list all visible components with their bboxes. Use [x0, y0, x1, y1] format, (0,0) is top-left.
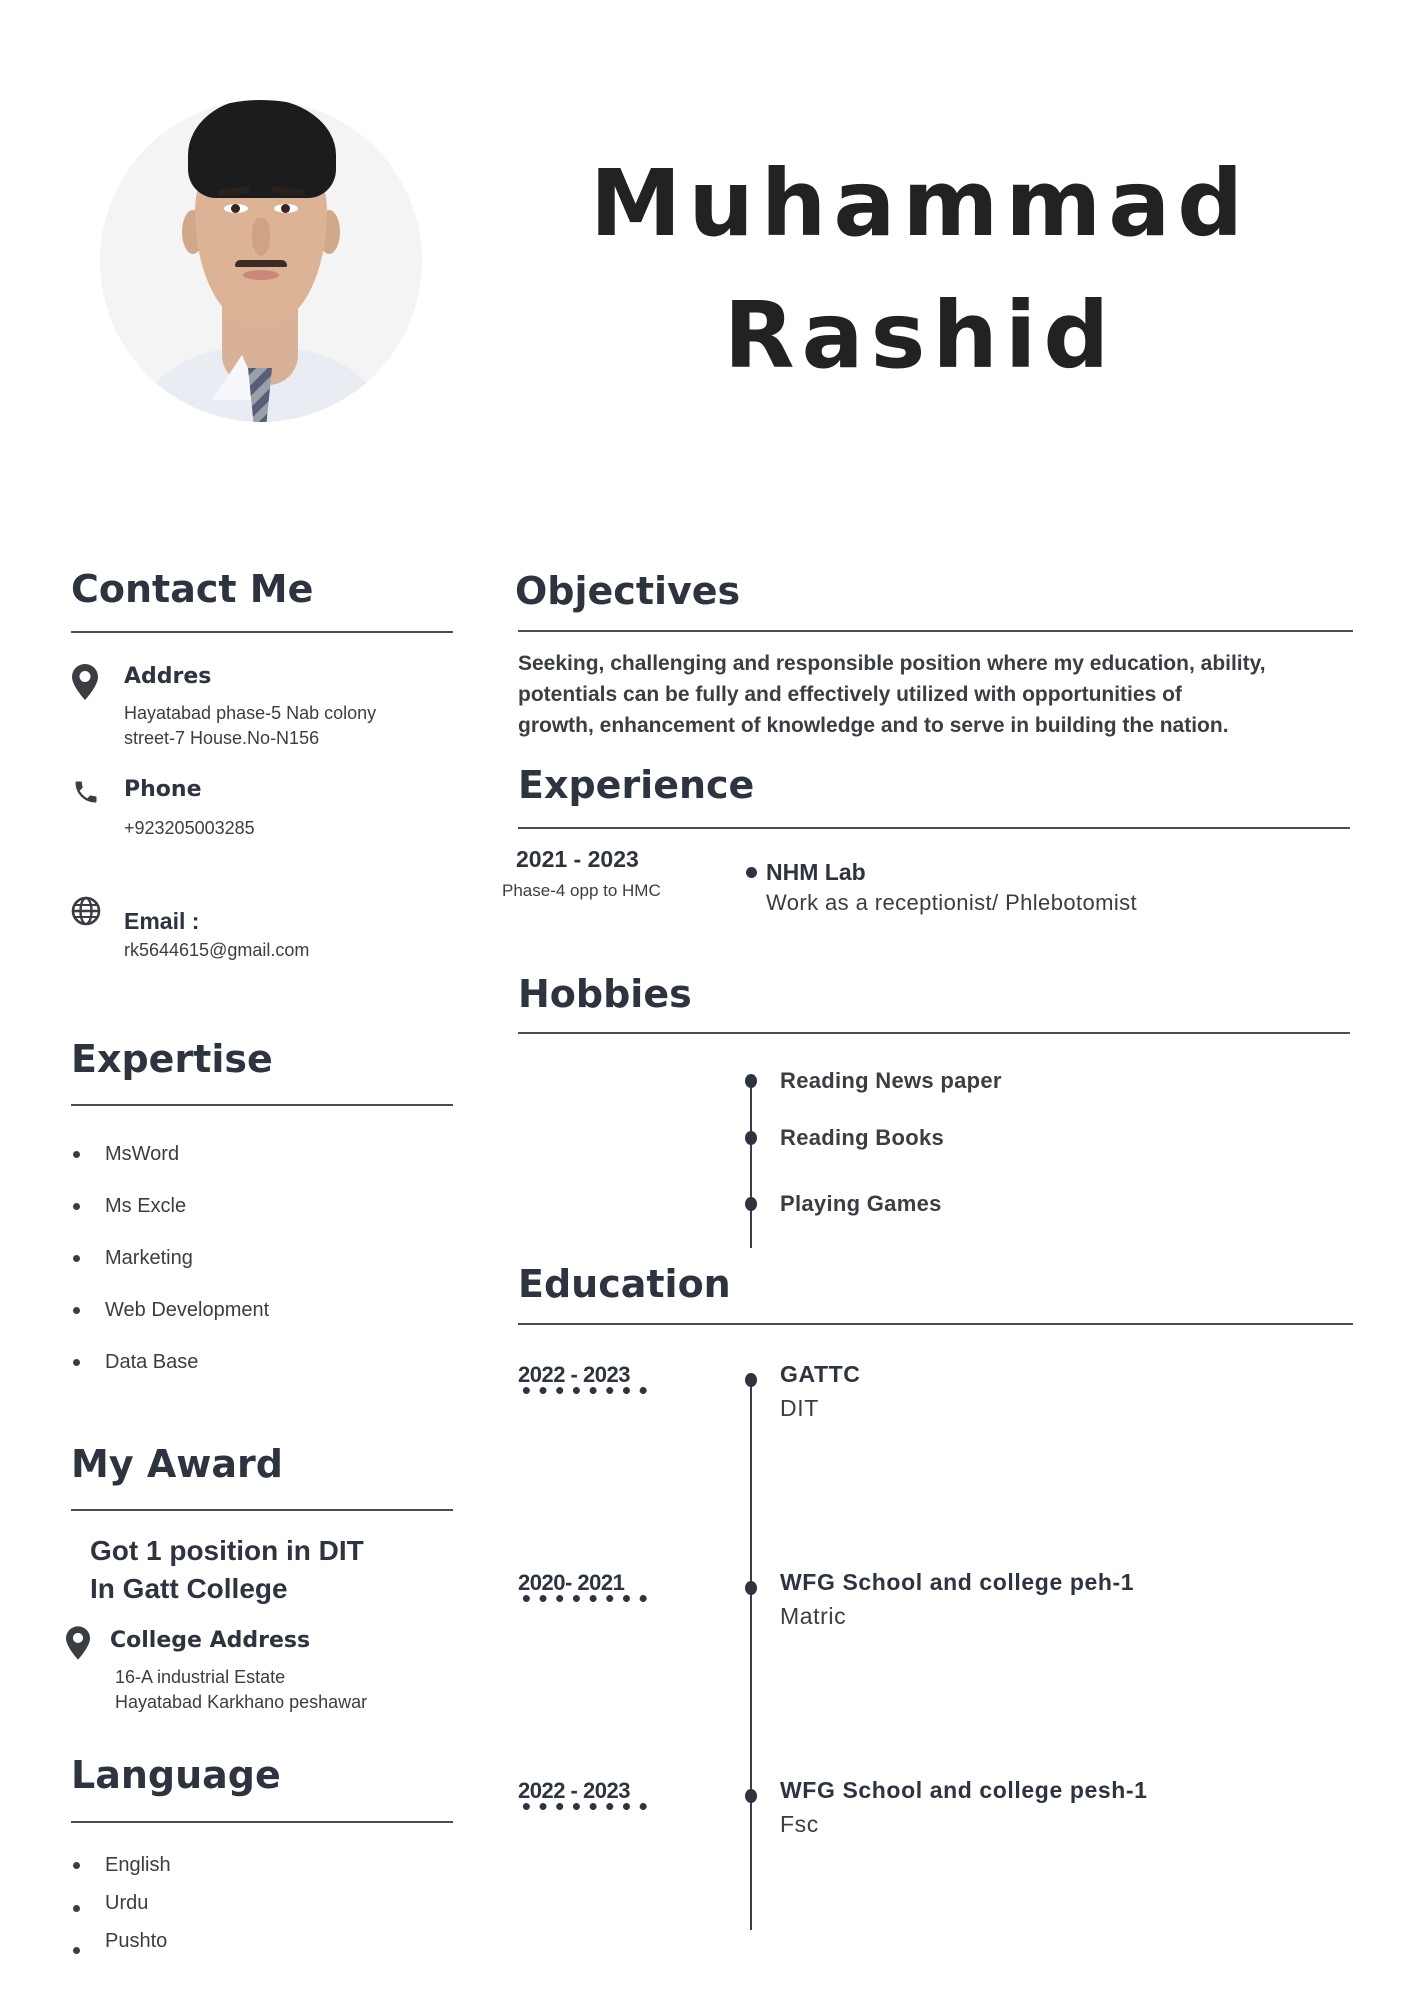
bullet-icon — [73, 1905, 80, 1912]
objectives-divider — [518, 630, 1353, 632]
objectives-line-3: growth, enhancement of knowledge and to serve in building the nation. — [518, 714, 1229, 737]
experience-heading: Experience — [518, 763, 755, 807]
education-degree: DIT — [780, 1395, 819, 1421]
bullet-icon — [73, 1255, 80, 1262]
experience-years: 2021 - 2023 — [516, 846, 639, 872]
bullet-icon — [73, 1203, 80, 1210]
education-institution: WFG School and college pesh-1 — [780, 1777, 1148, 1803]
objectives-line-2: potentials can be fully and effectively utilized with opportunities of — [518, 683, 1182, 706]
photo-nose — [252, 218, 270, 256]
education-heading: Education — [518, 1262, 731, 1306]
profile-photo — [100, 100, 422, 422]
hobby-item: Playing Games — [780, 1191, 942, 1216]
photo-eye-right — [274, 204, 298, 213]
objectives-heading: Objectives — [515, 569, 741, 613]
award-heading: My Award — [71, 1442, 283, 1486]
education-divider — [518, 1323, 1353, 1325]
photo-mustache — [235, 260, 287, 267]
contact-divider — [71, 631, 453, 633]
objectives-text — [518, 648, 1358, 741]
name-first: Muhammad — [589, 150, 1251, 257]
award-divider — [71, 1509, 453, 1511]
photo-lips — [243, 270, 279, 280]
education-institution: GATTC — [780, 1361, 861, 1387]
timeline-dot-icon — [745, 1074, 757, 1088]
hobbies-divider — [518, 1032, 1350, 1034]
education-degree: Matric — [780, 1603, 847, 1629]
hobbies-timeline — [750, 1080, 752, 1248]
hobbies-heading: Hobbies — [518, 972, 692, 1016]
timeline-dot-icon — [745, 1131, 757, 1145]
bullet-icon — [73, 1307, 80, 1314]
experience-bullet-icon — [746, 867, 757, 878]
bullet-icon — [73, 1151, 80, 1158]
bullet-icon — [73, 1862, 80, 1869]
language-divider — [71, 1821, 453, 1823]
phone-icon — [72, 778, 100, 806]
objectives-line-1: Seeking, challenging and responsible position where my education, ability, — [518, 652, 1266, 675]
timeline-dot-icon — [745, 1373, 757, 1387]
contact-heading: Contact Me — [71, 567, 314, 611]
experience-divider — [518, 827, 1350, 829]
photo-hair — [188, 100, 336, 198]
college-address-line-1: 16-A industrial Estate — [115, 1667, 286, 1687]
experience-location: Phase-4 opp to HMC — [502, 881, 661, 900]
address-line-1: Hayatabad phase-5 Nab colony — [124, 703, 377, 723]
timeline-dot-icon — [745, 1581, 757, 1595]
timeline-dot-icon — [745, 1197, 757, 1211]
award-line-1: Got 1 position in DIT — [90, 1535, 364, 1566]
location-pin-icon — [72, 664, 98, 700]
photo-eye-left — [224, 204, 248, 213]
dotted-underline — [518, 1595, 652, 1602]
award-line-2: In Gatt College — [90, 1573, 288, 1604]
language-heading: Language — [71, 1753, 281, 1797]
phone-label: Phone — [124, 777, 202, 802]
dotted-underline — [518, 1387, 652, 1394]
globe-icon — [71, 896, 101, 926]
hobby-item: Reading News paper — [780, 1068, 1002, 1093]
dotted-underline — [518, 1803, 652, 1810]
email-label: Email : — [124, 908, 200, 934]
expertise-heading: Expertise — [71, 1037, 273, 1081]
bullet-icon — [73, 1359, 80, 1366]
phone-value[interactable]: +923205003285 — [124, 818, 255, 838]
name-last: Rashid — [723, 282, 1117, 389]
timeline-dot-icon — [745, 1789, 757, 1803]
expertise-divider — [71, 1104, 453, 1106]
education-years: 2022 - 2023 — [518, 1362, 630, 1387]
education-degree: Fsc — [780, 1811, 819, 1837]
hobby-item: Reading Books — [780, 1125, 945, 1150]
education-years: 2022 - 2023 — [518, 1778, 630, 1803]
experience-company: NHM Lab — [766, 859, 866, 885]
experience-description: Work as a receptionist/ Phlebotomist — [766, 890, 1138, 915]
email-value[interactable]: rk5644615@gmail.com — [124, 940, 310, 960]
address-line-2: street-7 House.No-N156 — [124, 728, 320, 748]
college-address-line-2: Hayatabad Karkhano peshawar — [115, 1692, 368, 1712]
education-timeline — [750, 1375, 752, 1930]
location-pin-icon — [66, 1626, 90, 1660]
bullet-icon — [73, 1947, 80, 1954]
college-address-label: College Address — [110, 1628, 311, 1653]
education-institution: WFG School and college peh-1 — [780, 1569, 1135, 1595]
address-label: Addres — [124, 664, 212, 689]
education-years: 2020- 2021 — [518, 1570, 625, 1595]
